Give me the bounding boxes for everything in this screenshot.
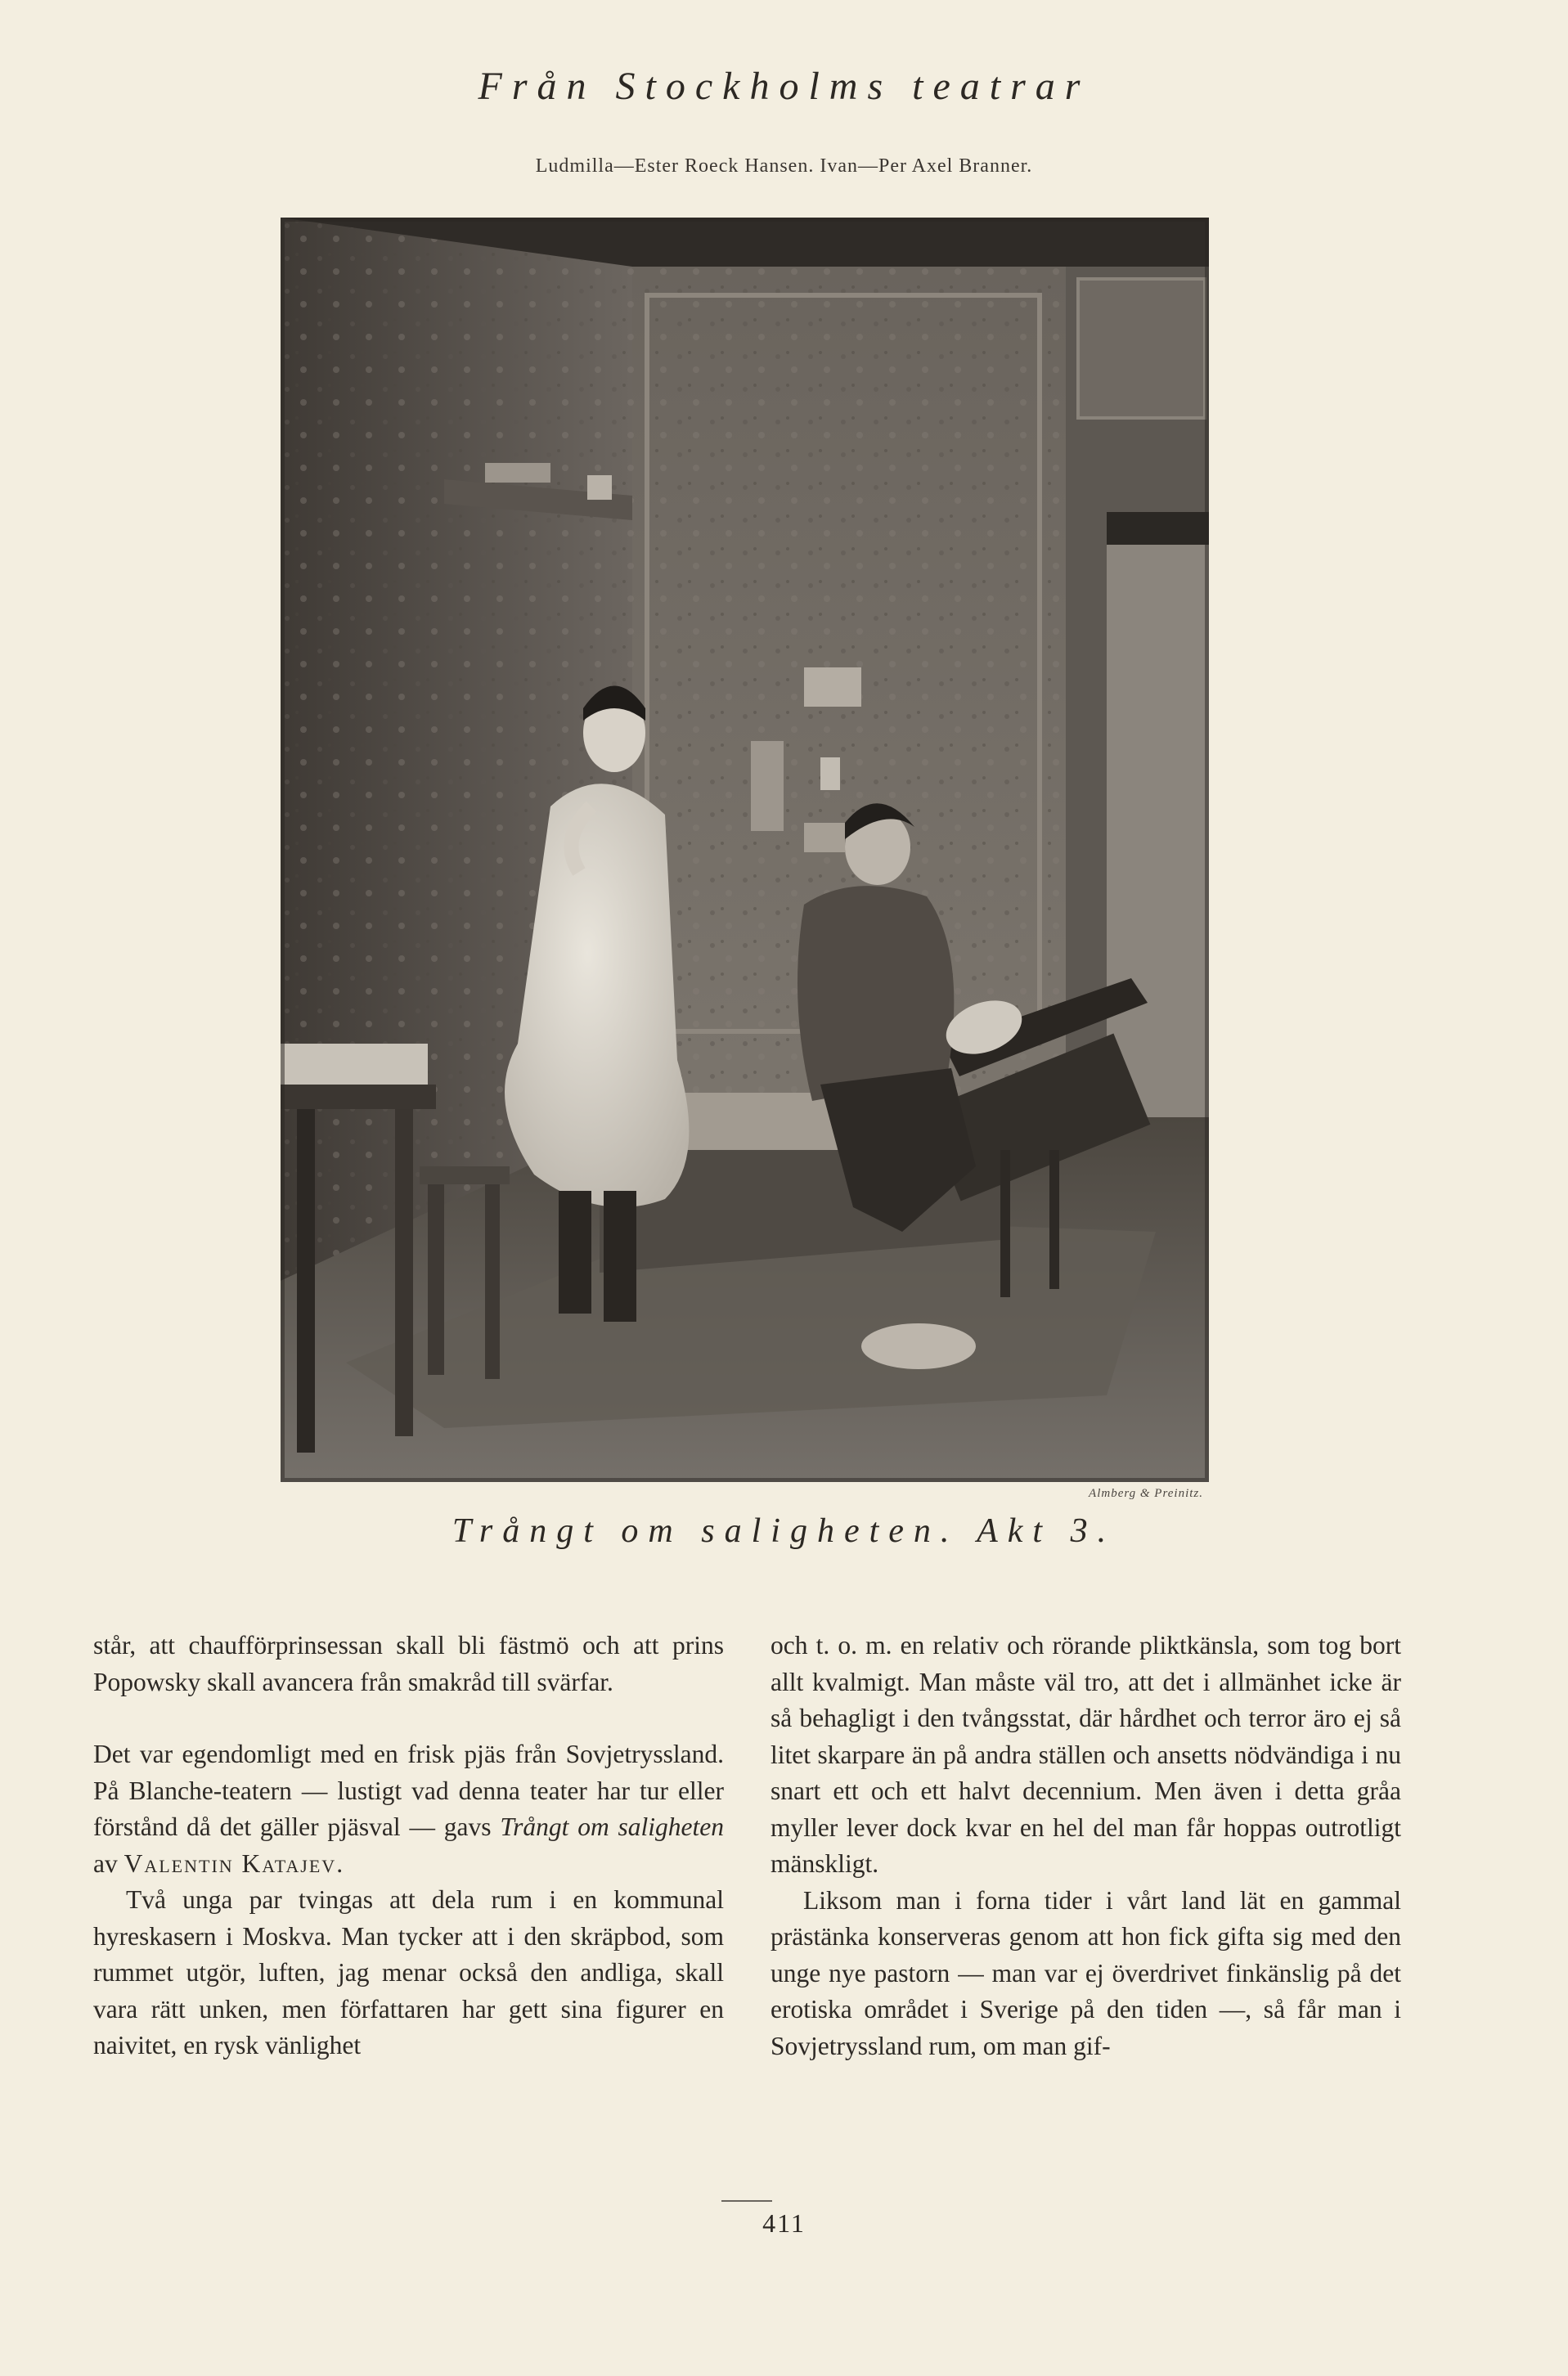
paragraph-text: . bbox=[336, 1848, 344, 1878]
page-number-rule bbox=[721, 2200, 772, 2202]
cast-caption: Ludmilla—Ester Roeck Hansen. Ivan—Per Axel Branner. bbox=[535, 155, 1033, 177]
page-number: 411 bbox=[762, 2208, 806, 2238]
play-title-reference: Trångt om saligheten bbox=[500, 1812, 724, 1841]
paragraph-text: Det var egendomligt med en frisk pjäs från Sovjetryssland. På Blanche-teatern — lustigt vad denna teater har tur eller förstånd då det gäller pjäsval — gavs bbox=[93, 1740, 724, 1841]
photo-credit: Almberg & Preinitz. bbox=[1089, 1487, 1203, 1500]
stage-scene-illustration bbox=[281, 218, 1209, 1482]
text-column-right bbox=[771, 1628, 1401, 2064]
text-column-left bbox=[93, 1628, 724, 2064]
paragraph-text: av bbox=[93, 1848, 124, 1878]
paragraph: Två unga par tvingas att dela rum i en kommunal hyreskasern i Moskva. Man tycker att i den skräpbod, som rummet utgör, luften, jag menar också den andliga, skall vara rätt unken, men författaren har gett sina figurer en naivitet, en rysk vänlighet bbox=[93, 1885, 724, 2059]
paragraph bbox=[93, 1736, 724, 1882]
stage-photograph bbox=[281, 218, 1209, 1482]
author-name: Valentin Katajev bbox=[124, 1848, 337, 1878]
paragraph: Liksom man i forna tider i vårt land lät en gammal prästänka konserveras genom att hon fick gifta sig med den unge nye pastorn — man var ej överdrivet finkänslig på det erotiska området i Sverige på den tiden —, så får man i Sovjetryssland rum, om man gif- bbox=[771, 1885, 1401, 2060]
photo-title-caption: Trångt om saligheten. Akt 3. bbox=[452, 1512, 1116, 1550]
running-head: Från Stockholms teatrar bbox=[478, 65, 1090, 108]
paragraph: och t. o. m. en relativ och rörande pliktkänsla, som tog bort allt kvalmigt. Man måste väl tro, att det i allmänhet icke är så behagligt i den tvångsstat, där hårdhet och terror äro ej så litet skarpare än på andra ställen och ansetts nödvändiga i nu snart ett och ett halvt decennium. Men även i detta gråa myller lever dock kvar en hel del man får hoppas outrotligt mänskligt. bbox=[771, 1631, 1401, 1878]
paragraph: står, att chaufförprinsessan skall bli fästmö och att prins Popowsky skall avancera från smakråd till svärfar. bbox=[93, 1631, 724, 1696]
